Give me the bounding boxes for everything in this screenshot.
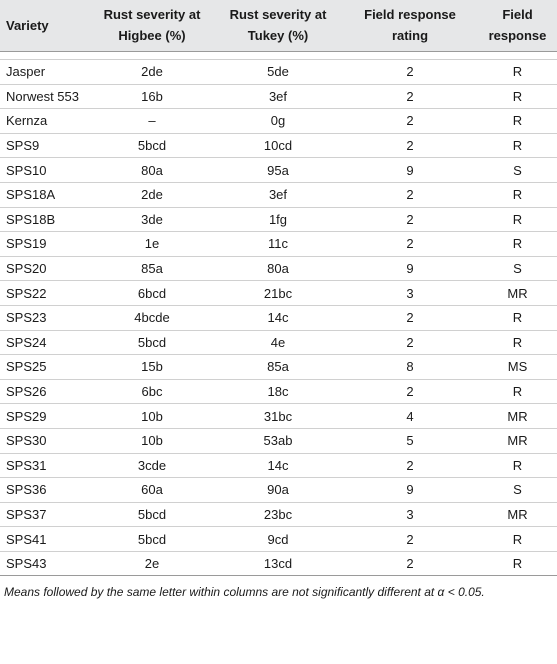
table-body <box>0 52 557 576</box>
header-rust-tukey: Rust severity at Tukey (%) <box>229 7 327 43</box>
table-row <box>0 379 557 404</box>
table-row <box>0 281 557 306</box>
cell-rust-higbee: 80a <box>90 158 214 183</box>
cell-rust-higbee: 5bcd <box>90 527 214 552</box>
cell-variety: SPS29 <box>0 404 90 429</box>
cell-field-response-rating: 2 <box>342 182 478 207</box>
cell-variety: SPS41 <box>0 527 90 552</box>
cell-field-response-rating: 2 <box>342 60 478 85</box>
header-field-response: Field response <box>488 7 547 43</box>
table-row <box>0 182 557 207</box>
cell-field-response: MR <box>478 281 557 306</box>
cell-rust-higbee: 10b <box>90 404 214 429</box>
cell-rust-tukey: 90a <box>214 478 342 503</box>
cell-field-response-rating: 8 <box>342 355 478 380</box>
cell-variety: SPS25 <box>0 355 90 380</box>
cell-field-response: R <box>478 232 557 257</box>
cell-field-response: R <box>478 133 557 158</box>
cell-rust-higbee: 5bcd <box>90 330 214 355</box>
cell-field-response-rating: 9 <box>342 158 478 183</box>
cell-rust-higbee: 3de <box>90 207 214 232</box>
cell-rust-higbee: 15b <box>90 355 214 380</box>
header-spacer <box>0 52 557 60</box>
cell-field-response-rating: 2 <box>342 207 478 232</box>
cell-rust-higbee: 3cde <box>90 453 214 478</box>
cell-rust-tukey: 18c <box>214 379 342 404</box>
table-row <box>0 109 557 134</box>
cell-field-response: R <box>478 551 557 576</box>
cell-field-response-rating: 2 <box>342 232 478 257</box>
header-field-response-rating: Field response rating <box>364 7 456 43</box>
cell-variety: SPS26 <box>0 379 90 404</box>
cell-rust-tukey: 21bc <box>214 281 342 306</box>
table-row <box>0 207 557 232</box>
cell-field-response-rating: 5 <box>342 428 478 453</box>
table-row <box>0 84 557 109</box>
cell-field-response: R <box>478 527 557 552</box>
cell-rust-higbee: 2e <box>90 551 214 576</box>
cell-variety: SPS24 <box>0 330 90 355</box>
cell-rust-tukey: 14c <box>214 305 342 330</box>
cell-variety: SPS18B <box>0 207 90 232</box>
cell-field-response: R <box>478 182 557 207</box>
header-rust-higbee: Rust severity at Higbee (%) <box>103 7 201 43</box>
cell-rust-higbee: 4bcde <box>90 305 214 330</box>
cell-variety: SPS30 <box>0 428 90 453</box>
cell-variety: SPS37 <box>0 502 90 527</box>
cell-rust-tukey: 23bc <box>214 502 342 527</box>
table-row <box>0 355 557 380</box>
cell-rust-tukey: 53ab <box>214 428 342 453</box>
table-row <box>0 256 557 281</box>
cell-field-response-rating: 3 <box>342 281 478 306</box>
cell-rust-tukey: 3ef <box>214 182 342 207</box>
cell-field-response-rating: 2 <box>342 109 478 134</box>
table-row <box>0 551 557 576</box>
cell-rust-tukey: 0g <box>214 109 342 134</box>
table-row <box>0 60 557 85</box>
cell-field-response-rating: 2 <box>342 133 478 158</box>
table-row <box>0 453 557 478</box>
table-row <box>0 404 557 429</box>
cell-field-response: MR <box>478 428 557 453</box>
table-row <box>0 305 557 330</box>
cell-rust-tukey: 14c <box>214 453 342 478</box>
cell-field-response-rating: 2 <box>342 453 478 478</box>
cell-field-response-rating: 2 <box>342 379 478 404</box>
cell-field-response: S <box>478 158 557 183</box>
cell-variety: SPS43 <box>0 551 90 576</box>
cell-field-response-rating: 2 <box>342 305 478 330</box>
cell-field-response-rating: 9 <box>342 478 478 503</box>
cell-variety: SPS31 <box>0 453 90 478</box>
cell-rust-tukey: 85a <box>214 355 342 380</box>
cell-variety: SPS9 <box>0 133 90 158</box>
cell-rust-tukey: 13cd <box>214 551 342 576</box>
cell-field-response: R <box>478 330 557 355</box>
cell-field-response: S <box>478 256 557 281</box>
cell-field-response-rating: 2 <box>342 551 478 576</box>
cell-field-response: MR <box>478 502 557 527</box>
cell-field-response: S <box>478 478 557 503</box>
cell-rust-tukey: 31bc <box>214 404 342 429</box>
cell-rust-tukey: 11c <box>214 232 342 257</box>
cell-field-response-rating: 2 <box>342 84 478 109</box>
cell-rust-higbee: 5bcd <box>90 133 214 158</box>
cell-field-response: MS <box>478 355 557 380</box>
table-header <box>0 0 557 52</box>
cell-rust-higbee: 6bcd <box>90 281 214 306</box>
cell-field-response-rating: 2 <box>342 527 478 552</box>
table-row <box>0 232 557 257</box>
cell-variety: Jasper <box>0 60 90 85</box>
table-row <box>0 502 557 527</box>
cell-variety: SPS20 <box>0 256 90 281</box>
cell-rust-higbee: – <box>90 109 214 134</box>
cell-field-response: MR <box>478 404 557 429</box>
cell-rust-higbee: 2de <box>90 60 214 85</box>
table-row <box>0 428 557 453</box>
header-row <box>0 0 557 52</box>
header-variety: Variety <box>6 17 49 33</box>
cell-variety: SPS19 <box>0 232 90 257</box>
spacer-cell <box>0 52 557 60</box>
cell-rust-tukey: 4e <box>214 330 342 355</box>
cell-field-response: R <box>478 305 557 330</box>
cell-variety: Norwest 553 <box>0 84 90 109</box>
cell-rust-higbee: 60a <box>90 478 214 503</box>
cell-rust-tukey: 10cd <box>214 133 342 158</box>
cell-field-response-rating: 2 <box>342 330 478 355</box>
cell-rust-higbee: 1e <box>90 232 214 257</box>
cell-variety: SPS23 <box>0 305 90 330</box>
cell-rust-higbee: 5bcd <box>90 502 214 527</box>
cell-field-response: R <box>478 207 557 232</box>
cell-variety: Kernza <box>0 109 90 134</box>
cell-rust-tukey: 3ef <box>214 84 342 109</box>
cell-rust-tukey: 80a <box>214 256 342 281</box>
cell-variety: SPS36 <box>0 478 90 503</box>
cell-variety: SPS18A <box>0 182 90 207</box>
table-row <box>0 478 557 503</box>
cell-variety: SPS10 <box>0 158 90 183</box>
table-row <box>0 527 557 552</box>
table-row <box>0 158 557 183</box>
cell-rust-tukey: 1fg <box>214 207 342 232</box>
cell-field-response: R <box>478 109 557 134</box>
cell-rust-tukey: 5de <box>214 60 342 85</box>
cell-field-response-rating: 3 <box>342 502 478 527</box>
cell-field-response-rating: 4 <box>342 404 478 429</box>
cell-rust-higbee: 2de <box>90 182 214 207</box>
cell-field-response-rating: 9 <box>342 256 478 281</box>
table-row <box>0 133 557 158</box>
cell-rust-higbee: 6bc <box>90 379 214 404</box>
table-row <box>0 330 557 355</box>
cell-rust-tukey: 95a <box>214 158 342 183</box>
cell-rust-higbee: 85a <box>90 256 214 281</box>
cell-rust-tukey: 9cd <box>214 527 342 552</box>
table-footnote: Means followed by the same letter within columns are not significantly different at α < 0.05. <box>4 585 485 600</box>
cell-field-response: R <box>478 379 557 404</box>
cell-rust-higbee: 10b <box>90 428 214 453</box>
cell-variety: SPS22 <box>0 281 90 306</box>
cell-field-response: R <box>478 60 557 85</box>
cell-rust-higbee: 16b <box>90 84 214 109</box>
cell-field-response: R <box>478 84 557 109</box>
cell-field-response: R <box>478 453 557 478</box>
